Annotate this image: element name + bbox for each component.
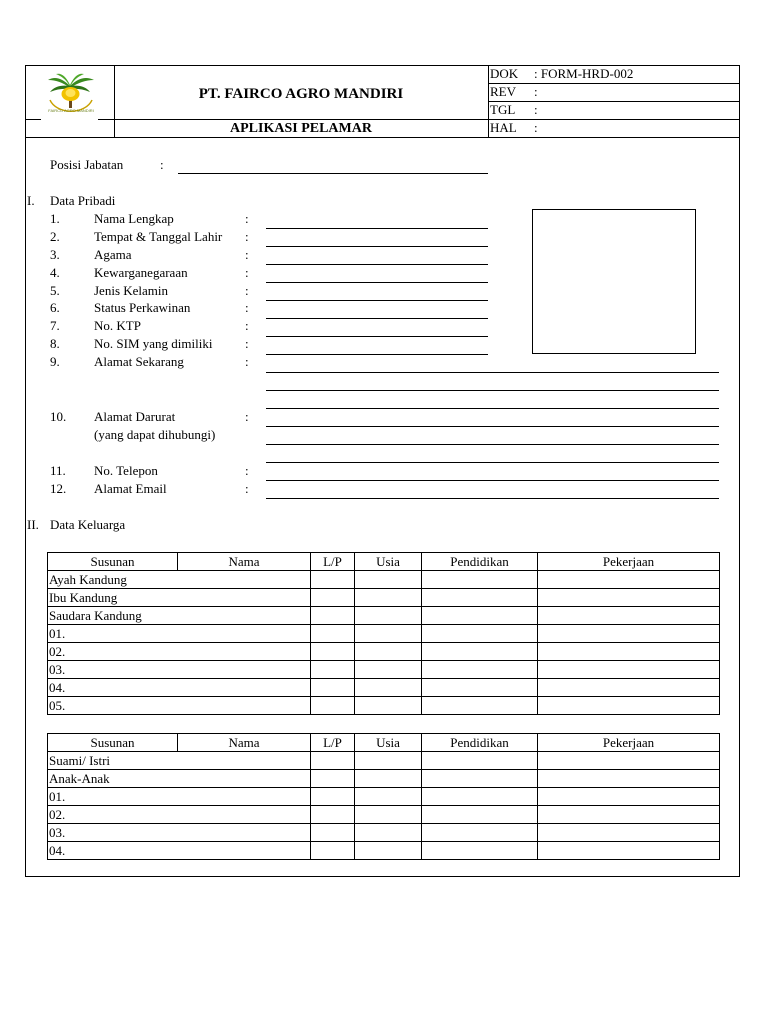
item-number: 12. <box>50 481 67 496</box>
relation-cell: 03. <box>48 661 178 679</box>
table-cell[interactable] <box>355 589 422 607</box>
item-label: Alamat Email <box>94 481 167 496</box>
column-header: Pendidikan <box>422 553 538 571</box>
table-cell[interactable] <box>178 770 311 788</box>
position-field[interactable] <box>178 173 488 174</box>
table-cell[interactable] <box>311 770 355 788</box>
table-cell[interactable] <box>355 697 422 715</box>
table-cell[interactable] <box>355 788 422 806</box>
doc-info-value: : <box>534 102 538 117</box>
item-label: Kewarganegaraan <box>94 265 188 280</box>
table-row <box>48 589 720 607</box>
item-colon: : <box>245 300 249 315</box>
table-cell[interactable] <box>311 679 355 697</box>
docinfo-line-2 <box>488 101 740 102</box>
item-number: 1. <box>50 211 60 226</box>
table-cell[interactable] <box>422 679 538 697</box>
table-cell[interactable] <box>538 770 720 788</box>
doc-info-value: : <box>534 120 538 135</box>
company-name: PT. FAIRCO AGRO MANDIRI <box>198 86 404 102</box>
family-table-spouse-children <box>47 733 720 860</box>
table-cell[interactable] <box>355 679 422 697</box>
company-logo <box>42 70 100 120</box>
item-label: No. KTP <box>94 318 141 333</box>
table-row <box>48 643 720 661</box>
table-cell[interactable] <box>538 643 720 661</box>
doc-info-value: : FORM-HRD-002 <box>534 66 634 81</box>
column-header: Usia <box>355 734 422 752</box>
column-header: Nama <box>178 553 311 571</box>
table-cell[interactable] <box>422 788 538 806</box>
item-label: Tempat & Tanggal Lahir <box>94 229 223 244</box>
table-cell[interactable] <box>178 824 311 842</box>
doc-info-label: HAL <box>490 120 517 135</box>
item-number: 3. <box>50 247 60 262</box>
item-number: 7. <box>50 318 60 333</box>
phone-field[interactable] <box>266 480 719 481</box>
marital-status-field[interactable] <box>266 318 488 319</box>
table-cell[interactable] <box>538 806 720 824</box>
table-cell[interactable] <box>178 607 311 625</box>
table-cell[interactable] <box>422 661 538 679</box>
relation-cell: 01. <box>48 788 178 806</box>
table-row <box>48 625 720 643</box>
table-cell[interactable] <box>422 824 538 842</box>
email-field[interactable] <box>266 498 719 499</box>
table-cell[interactable] <box>178 625 311 643</box>
table-row <box>48 607 720 625</box>
table-cell[interactable] <box>355 571 422 589</box>
table-cell[interactable] <box>422 625 538 643</box>
column-header: Susunan <box>48 553 178 571</box>
table-header-row <box>48 553 720 571</box>
relation-cell: Ayah Kandung <box>48 571 178 589</box>
table-cell[interactable] <box>311 842 355 860</box>
table-row <box>48 571 720 589</box>
table-row <box>48 697 720 715</box>
column-header: Pekerjaan <box>538 734 720 752</box>
table-cell[interactable] <box>178 679 311 697</box>
table-cell[interactable] <box>355 824 422 842</box>
position-colon: : <box>160 157 164 172</box>
emergency-address-field[interactable] <box>266 426 719 427</box>
item-number: 5. <box>50 283 60 298</box>
relation-cell: Anak-Anak <box>48 770 178 788</box>
table-cell[interactable] <box>355 625 422 643</box>
table-cell[interactable] <box>311 697 355 715</box>
item-number: 9. <box>50 354 60 369</box>
item-colon: : <box>245 229 249 244</box>
item-colon: : <box>245 211 249 226</box>
birth-place-date-field[interactable] <box>266 246 488 247</box>
table-cell[interactable] <box>311 752 355 770</box>
photo-box[interactable] <box>532 209 696 354</box>
table-cell[interactable] <box>538 752 720 770</box>
table-cell[interactable] <box>311 589 355 607</box>
item-label: Alamat Darurat <box>94 409 176 424</box>
relation-cell: 02. <box>48 643 178 661</box>
full-name-field[interactable] <box>266 228 488 229</box>
table-row <box>48 788 720 806</box>
table-cell[interactable] <box>311 607 355 625</box>
table-cell[interactable] <box>422 842 538 860</box>
table-cell[interactable] <box>355 806 422 824</box>
item-number: 11. <box>50 463 66 478</box>
table-cell[interactable] <box>538 625 720 643</box>
relation-cell: 02. <box>48 806 178 824</box>
table-row <box>48 824 720 842</box>
table-cell[interactable] <box>538 824 720 842</box>
table-cell[interactable] <box>538 697 720 715</box>
header-bottom-line <box>25 137 740 138</box>
item-colon: : <box>245 409 249 424</box>
table-cell[interactable] <box>178 752 311 770</box>
family-table-parents-siblings <box>47 552 720 715</box>
table-cell[interactable] <box>311 806 355 824</box>
religion-field[interactable] <box>266 264 488 265</box>
section1-title: Data Pribadi <box>50 193 116 208</box>
table-cell[interactable] <box>355 842 422 860</box>
table-cell[interactable] <box>355 643 422 661</box>
column-header: Susunan <box>48 734 178 752</box>
table-cell[interactable] <box>538 607 720 625</box>
table-cell[interactable] <box>178 643 311 661</box>
relation-cell: 05. <box>48 697 178 715</box>
current-address-field[interactable] <box>266 372 719 373</box>
table-cell[interactable] <box>355 770 422 788</box>
table-cell[interactable] <box>178 697 311 715</box>
item-label: No. Telepon <box>94 463 158 478</box>
emergency-address-field[interactable] <box>266 462 719 463</box>
column-header: Usia <box>355 553 422 571</box>
column-header: Pendidikan <box>422 734 538 752</box>
table-cell[interactable] <box>311 643 355 661</box>
logo-cell-tick-right <box>98 119 114 120</box>
doc-info-label: DOK <box>490 66 519 81</box>
current-address-field[interactable] <box>266 408 719 409</box>
relation-cell: 04. <box>48 679 178 697</box>
section2-number: II. <box>27 517 39 532</box>
item-colon: : <box>245 463 249 478</box>
item-number: 10. <box>50 409 67 424</box>
table-cell[interactable] <box>311 788 355 806</box>
table-cell[interactable] <box>422 571 538 589</box>
position-label: Posisi Jabatan <box>50 157 124 172</box>
item-number: 8. <box>50 336 60 351</box>
relation-cell: 01. <box>48 625 178 643</box>
item-colon: : <box>245 354 249 369</box>
id-card-field[interactable] <box>266 336 488 337</box>
table-cell[interactable] <box>355 752 422 770</box>
table-cell[interactable] <box>538 589 720 607</box>
relation-cell: 04. <box>48 842 178 860</box>
table-cell[interactable] <box>538 788 720 806</box>
table-cell[interactable] <box>355 661 422 679</box>
gender-field[interactable] <box>266 300 488 301</box>
item-label: Agama <box>94 247 132 262</box>
table-cell[interactable] <box>178 806 311 824</box>
logo-caption: FAIRCO AGRO MANDIRI <box>48 108 94 113</box>
item-sublabel: (yang dapat dihubungi) <box>94 427 216 442</box>
item-label: Status Perkawinan <box>94 300 191 315</box>
form-title: APLIKASI PELAMAR <box>230 121 372 136</box>
doc-info-label: REV <box>490 84 516 99</box>
relation-cell: Ibu Kandung <box>48 589 178 607</box>
table-row <box>48 806 720 824</box>
table-row <box>48 752 720 770</box>
table-cell[interactable] <box>178 842 311 860</box>
section1-number: I. <box>27 193 35 208</box>
item-colon: : <box>245 318 249 333</box>
relation-cell: Suami/ Istri <box>48 752 178 770</box>
table-row <box>48 842 720 860</box>
item-number: 4. <box>50 265 60 280</box>
table-row <box>48 661 720 679</box>
table-cell[interactable] <box>311 661 355 679</box>
nationality-field[interactable] <box>266 282 488 283</box>
table-cell[interactable] <box>311 571 355 589</box>
current-address-field[interactable] <box>266 390 719 391</box>
table-cell[interactable] <box>538 571 720 589</box>
item-number: 2. <box>50 229 60 244</box>
item-label: Jenis Kelamin <box>94 283 169 298</box>
column-header: Nama <box>178 734 311 752</box>
docinfo-line-1 <box>488 83 740 84</box>
table-cell[interactable] <box>538 842 720 860</box>
table-cell[interactable] <box>422 697 538 715</box>
table-cell[interactable] <box>178 589 311 607</box>
table-cell[interactable] <box>422 607 538 625</box>
table-cell[interactable] <box>422 643 538 661</box>
table-row <box>48 679 720 697</box>
table-cell[interactable] <box>422 770 538 788</box>
item-colon: : <box>245 265 249 280</box>
column-header: L/P <box>311 553 355 571</box>
column-header: L/P <box>311 734 355 752</box>
relation-cell: 03. <box>48 824 178 842</box>
item-label: Nama Lengkap <box>94 211 174 226</box>
logo-cell-tick-left <box>25 119 41 120</box>
item-colon: : <box>245 283 249 298</box>
table-cell[interactable] <box>178 788 311 806</box>
relation-cell: Saudara Kandung <box>48 607 178 625</box>
table-cell[interactable] <box>422 806 538 824</box>
item-label: No. SIM yang dimiliki <box>94 336 213 351</box>
driving-license-field[interactable] <box>266 354 488 355</box>
table-cell[interactable] <box>178 661 311 679</box>
table-cell[interactable] <box>538 661 720 679</box>
table-header-row <box>48 734 720 752</box>
column-header: Pekerjaan <box>538 553 720 571</box>
table-cell[interactable] <box>538 679 720 697</box>
doc-info-value: : <box>534 84 538 99</box>
emergency-address-field[interactable] <box>266 444 719 445</box>
item-colon: : <box>245 336 249 351</box>
item-label: Alamat Sekarang <box>94 354 184 369</box>
table-cell[interactable] <box>422 589 538 607</box>
doc-info-label: TGL <box>490 102 516 117</box>
table-row <box>48 770 720 788</box>
table-cell[interactable] <box>422 752 538 770</box>
item-colon: : <box>245 247 249 262</box>
table-cell[interactable] <box>355 607 422 625</box>
table-cell[interactable] <box>311 625 355 643</box>
table-cell[interactable] <box>178 571 311 589</box>
item-colon: : <box>245 481 249 496</box>
table-cell[interactable] <box>311 824 355 842</box>
section2-title: Data Keluarga <box>50 517 126 532</box>
item-number: 6. <box>50 300 60 315</box>
